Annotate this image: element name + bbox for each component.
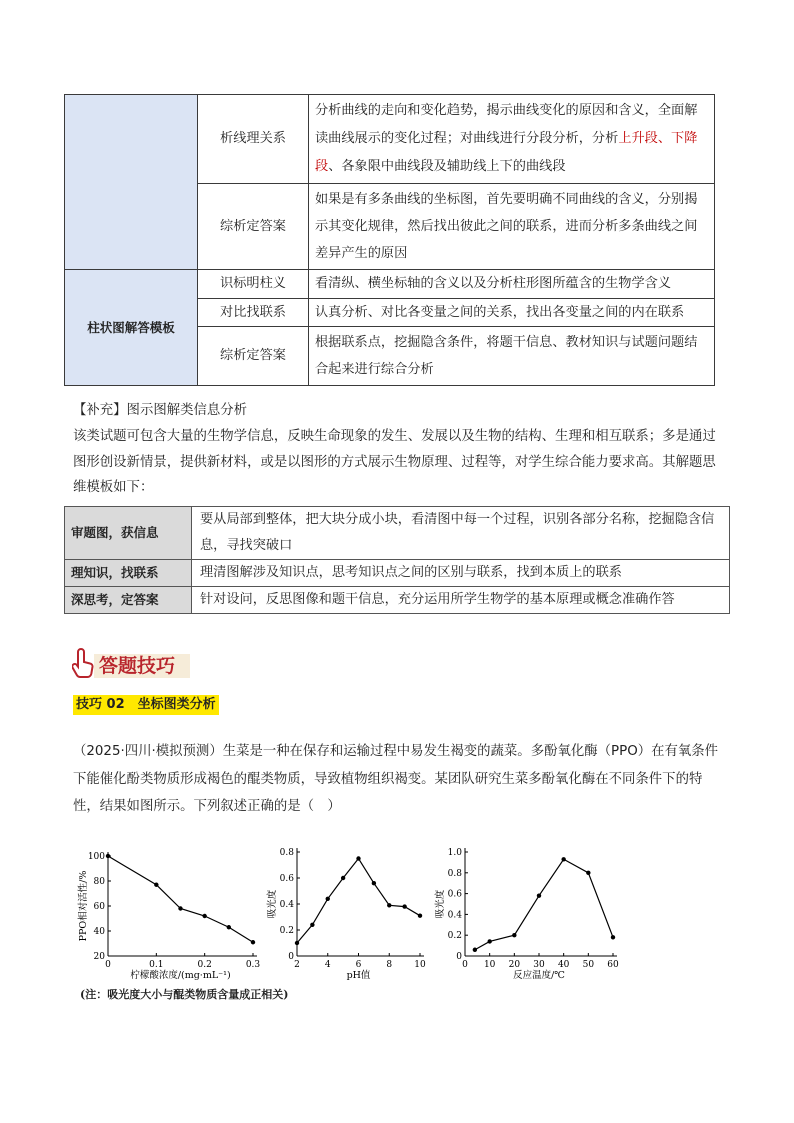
banner-label: 答题技巧 <box>99 655 176 677</box>
table1-text: 根据联系点，挖掘隐含条件，将题干信息、教材知识与试题问题结合起来进行综合分析 <box>309 327 715 386</box>
charts-figure <box>60 836 660 986</box>
x-tick-label: 0 <box>105 960 111 970</box>
data-point <box>356 856 360 860</box>
data-point <box>561 857 565 861</box>
x-tick-label: 10 <box>483 960 496 970</box>
data-point <box>537 893 541 897</box>
question-text: （2025·四川·模拟预测）生菜是一种在保存和运输过程中易发生褐变的蔬菜。多酚氧化酶（PPO）在有氧条件下能催化酚类物质形成褐色的醌类物质，导致植物组织褐变。某团队研究生菜多酚氧化酶在不同条件下的特性，结果如图所示。下列叙述正确的是（ ） <box>73 744 719 814</box>
x-tick-label: 4 <box>324 960 331 970</box>
data-point <box>154 883 158 887</box>
table1-text: 分析曲线的走向和变化趋势，揭示曲线变化的原因和含义，全面解读曲线展示的变化过程；对曲线进行分段分析，分析上升段、下降段、各象限中曲线段及辅助线上下的曲线段 <box>309 95 715 184</box>
x-tick-label: 10 <box>414 960 426 970</box>
table2-head: 理知识，找联系 <box>65 560 192 587</box>
chart-3 <box>434 848 619 981</box>
x-tick-label: 8 <box>386 960 393 970</box>
y-tick-label: 100 <box>87 852 105 862</box>
data-point <box>611 935 615 939</box>
table2-text: 要从局部到整体，把大块分成小块，看清图中每一个过程，识别各部分名称，挖掘隐含信息，寻找突破口 <box>192 507 730 560</box>
y-tick-label: 0.6 <box>447 889 462 900</box>
x-tick-label: 20 <box>508 960 521 970</box>
table1-sub-label: 析线理关系 <box>198 95 309 184</box>
x-axis-label: 柠檬酸浓度/(mg·mL⁻¹) <box>130 970 231 981</box>
curve-template-table <box>64 94 715 386</box>
y-tick-label: 0.2 <box>279 926 294 936</box>
table2-head: 深思考，定答案 <box>65 587 192 614</box>
diagram-template-table <box>64 506 730 614</box>
data-point <box>295 941 299 945</box>
data-point <box>106 854 110 858</box>
table2-text: 针对设问，反思图像和题干信息，充分运用所学生物学的基本原理或概念准确作答 <box>192 587 730 614</box>
data-point <box>586 871 590 875</box>
hand-pointer-icon <box>72 649 92 677</box>
x-axis-label: pH值 <box>346 970 371 981</box>
data-point <box>202 914 206 918</box>
y-tick-label: 20 <box>93 952 105 962</box>
data-point <box>326 897 330 901</box>
data-point <box>251 940 255 944</box>
x-tick-label: 30 <box>533 960 545 970</box>
x-tick-label: 0.3 <box>245 960 261 970</box>
data-point <box>512 933 516 937</box>
data-point <box>178 906 182 910</box>
chart-2 <box>266 848 426 981</box>
y-tick-label: 40 <box>93 927 105 937</box>
x-tick-label: 0 <box>462 960 468 970</box>
table2-head: 审题图，获信息 <box>65 507 192 560</box>
y-tick-label: 0.8 <box>279 848 294 858</box>
x-axis-label: 反应温度/℃ <box>513 970 565 981</box>
series-line <box>475 859 613 949</box>
table1-sub-label: 综析定答案 <box>198 327 309 386</box>
x-tick-label: 2 <box>294 960 300 970</box>
x-tick-label: 0.1 <box>149 960 164 970</box>
table1-text: 看清纵、横坐标轴的含义以及分析柱形图所蕴含的生物学含义 <box>309 270 715 299</box>
data-point <box>372 881 376 885</box>
y-tick-label: 0 <box>456 952 462 962</box>
y-tick-label: 0.6 <box>279 874 294 884</box>
series-line <box>108 856 253 942</box>
y-axis-label: 吸光度 <box>435 889 446 919</box>
series-line <box>297 859 420 944</box>
data-point <box>473 948 477 952</box>
y-tick-label: 0.2 <box>447 931 462 942</box>
y-tick-label: 0.8 <box>447 868 462 879</box>
x-tick-label: 40 <box>557 960 570 970</box>
y-axis-label: 吸光度 <box>267 889 278 919</box>
table1-text: 如果是有多条曲线的坐标图，首先要明确不同曲线的含义，分别揭示其变化规律，然后找出彼此之间的联系，进而分析多条曲线之间差异产生的原因 <box>309 184 715 270</box>
supplement-title: 【补充】图示图解类信息分析 <box>73 403 248 418</box>
supplement-body: 该类试题可包含大量的生物学信息，反映生命现象的发生、发展以及生物的结构、生理和相互联系；多是通过图形创设新情景，提供新材料，或是以图形的方式展示生物原理、过程等，对学生综合能力要求高。其解题思维模板如下： <box>73 429 716 495</box>
data-point <box>310 923 314 927</box>
x-tick-label: 0.2 <box>197 960 212 970</box>
x-tick-label: 50 <box>582 960 595 970</box>
data-point <box>418 914 422 918</box>
x-tick-label: 6 <box>355 960 362 970</box>
table1-sub-label: 综析定答案 <box>198 184 309 270</box>
data-point <box>387 903 391 907</box>
y-tick-label: 60 <box>93 902 105 912</box>
answer-tips-banner <box>72 648 190 680</box>
y-tick-label: 0.4 <box>447 910 462 921</box>
y-tick-label: 1.0 <box>447 848 462 858</box>
chart-1 <box>77 852 260 981</box>
data-point <box>487 939 491 943</box>
table1-sub-label: 识标明柱义 <box>198 270 309 299</box>
y-tick-label: 0 <box>288 952 294 962</box>
table2-text: 理清图解涉及知识点，思考知识点之间的区别与联系，找到本质上的联系 <box>192 560 730 587</box>
chart-note: (注：吸光度大小与醌类物质含量成正相关) <box>80 988 289 1001</box>
table1-text: 认真分析、对比各变量之间的关系，找出各变量之间的内在联系 <box>309 298 715 327</box>
table1-sub-label: 对比找联系 <box>198 298 309 327</box>
y-axis-label: PPO相对活性/% <box>78 870 89 942</box>
category-cell-bar-template: 柱状图解答模板 <box>65 270 198 386</box>
tip-tag: 技巧 02 坐标图类分析 <box>73 695 219 715</box>
data-point <box>402 904 406 908</box>
data-point <box>341 876 345 880</box>
y-tick-label: 80 <box>93 877 105 887</box>
y-tick-label: 0.4 <box>279 900 294 910</box>
data-point <box>227 925 231 929</box>
x-tick-label: 60 <box>607 960 619 970</box>
category-cell-curve <box>65 95 198 270</box>
